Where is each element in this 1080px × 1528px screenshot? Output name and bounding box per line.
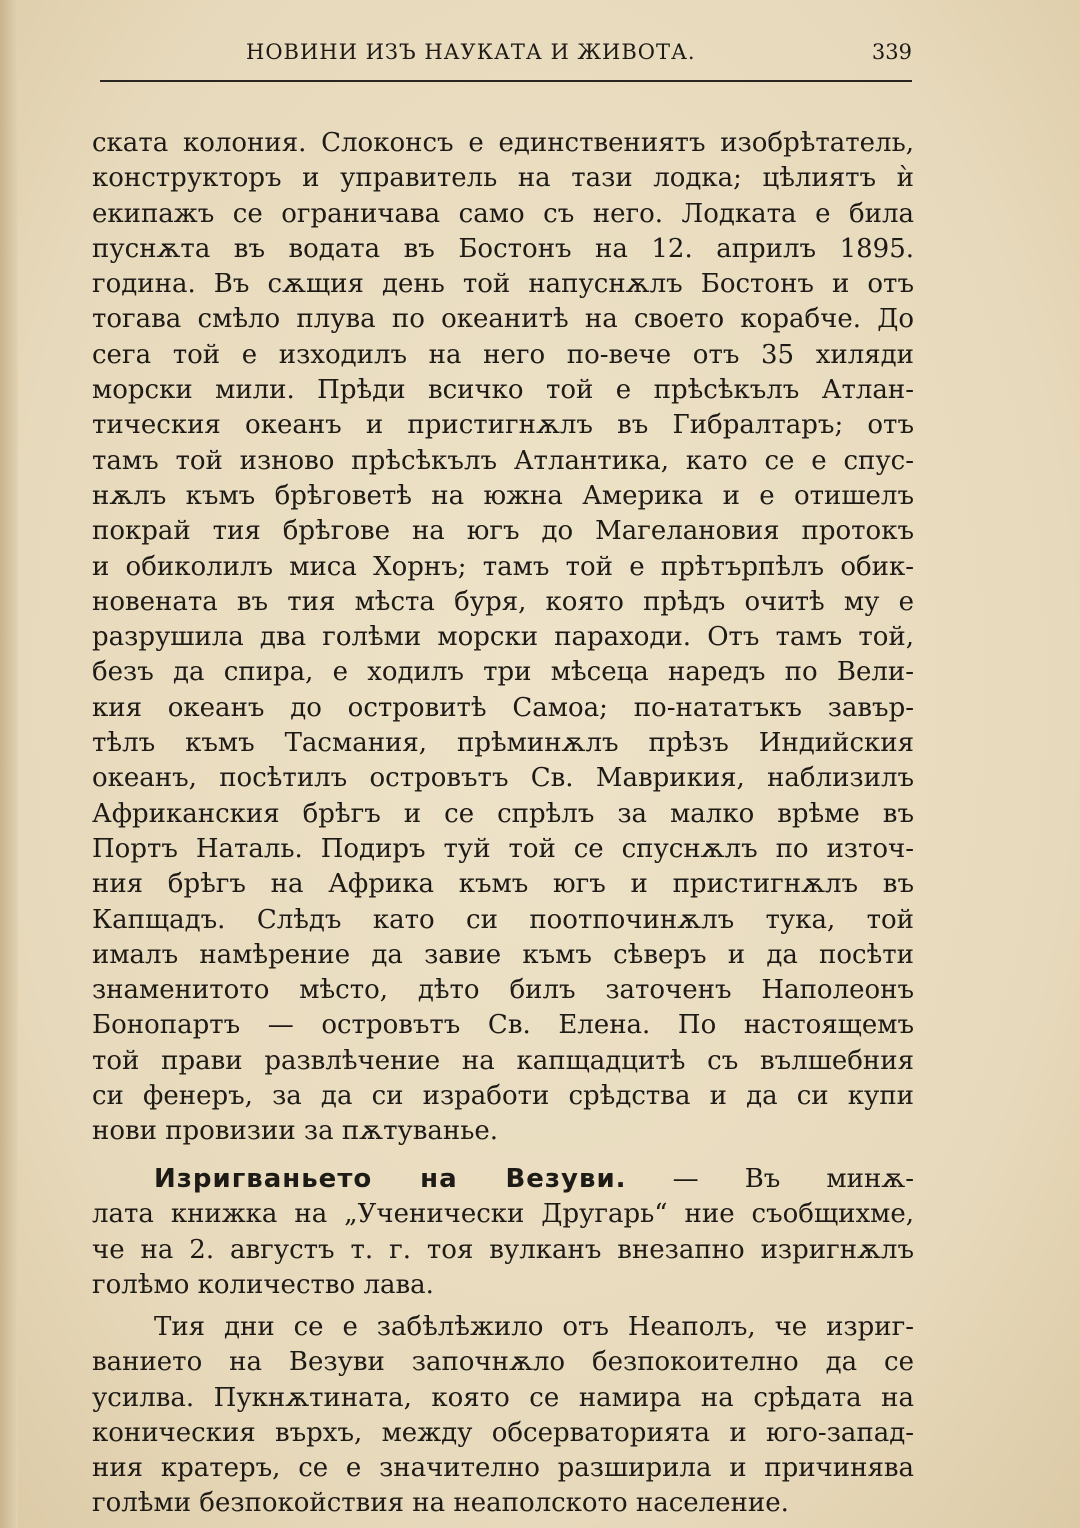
text-line: ния кратеръ, се е значително разширила и причинява [92, 1453, 914, 1484]
text-line: и обиколилъ миса Хорнъ; тамъ той е прѣтърпѣлъ обик- [92, 551, 914, 582]
text-line: ния брѣгъ на Африка къмъ югъ и пристигнѫлъ въ [92, 869, 914, 900]
text-line: ималъ намѣрение да завие къмъ сѣверъ и да посѣти [92, 939, 914, 970]
text-line: ската колония. Слоконсъ е единствениятъ изобрѣтатель, [92, 128, 914, 158]
text-line: екипажъ се ограничава само съ него. Лодката е била [92, 198, 914, 229]
text-line: той прави развлѣчение на капщадцитѣ съ вълшебния [92, 1045, 914, 1076]
paragraph-slocum-voyage [92, 126, 914, 1150]
text-line: година. Въ сѫщия день той напуснѫлъ Бостонъ и отъ [92, 269, 914, 300]
text-line: разрушила два голѣми морски параходи. Отъ тамъ той, [92, 622, 914, 653]
text-line: океанъ, посѣтилъ островътъ Св. Маврикия, наблизилъ [92, 763, 914, 794]
text-line: лата книжка на „Ученически Другарь“ ние съобщихме, [92, 1199, 914, 1230]
text-line: Капщадъ. Слѣдъ като си поотпочинѫлъ тука, той [92, 904, 914, 935]
text-line: безъ да спира, е ходилъ три мѣсеца наредъ по Вели- [92, 657, 914, 688]
text-line: кия океанъ до островитѣ Самоа; по-нататъкъ завър- [92, 692, 914, 723]
text-line: пуснѫта въ водата въ Бостонъ на 12. априлъ 1895. [92, 233, 914, 264]
text-line: коническия върхъ, между обсерваторията и юго-запад- [92, 1417, 914, 1448]
paragraph-vesuvius-intro [92, 1162, 914, 1303]
text-line: си фенеръ, за да си изработи срѣдства и да си купи [92, 1081, 914, 1112]
text-line: голѣмо количество лава. [92, 1269, 434, 1300]
text-line: Бонопартъ — островътъ Св. Елена. По настоящемъ [92, 1010, 914, 1041]
text-line [92, 1162, 914, 1197]
text-line: Портъ Наталь. Подиръ туй той се спуснѫлъ по източ- [92, 833, 914, 864]
running-title: НОВИНИ ИЗЪ НАУКАТА И ЖИВОТА. [246, 40, 696, 64]
text-line: нѫлъ къмъ брѣговетѣ на южна Америка и е отишелъ [92, 480, 914, 511]
text-line: морски мили. Прѣди всичко той е прѣсѣкълъ Атлан- [92, 375, 914, 406]
text-line: ванието на Везуви започнѫло безпокоително да се [92, 1347, 914, 1378]
text-line: покрай тия брѣгове на югъ до Магелановия протокъ [92, 516, 914, 547]
text-line: усилва. Пукнѫтината, която се намира на срѣдата на [92, 1382, 914, 1413]
text-line: тогава смѣло плува по океанитѣ на своето корабче. До [92, 304, 914, 335]
page-binding-edge [0, 0, 18, 1528]
section-heading: Изригваньето на Везуви. [154, 1164, 627, 1194]
heading-line-rest: — Въ минѫ- [626, 1164, 915, 1194]
text-line: конструкторъ и управитель на тази лодка; цѣлиятъ ѝ [92, 163, 914, 194]
text-line: нови провизии за пѫтуванье. [92, 1116, 499, 1147]
paragraph-vesuvius-eruption [92, 1310, 914, 1522]
text-line: знаменитото мѣсто, дѣто билъ заточенъ Наполеонъ [92, 975, 914, 1006]
text-line: тамъ той изново прѣсѣкълъ Атлантика, като се е спус- [92, 445, 914, 476]
text-line: голѣми безпокойствия на неаполското население. [92, 1488, 789, 1519]
page-header [100, 36, 912, 82]
page-number: 339 [871, 40, 912, 64]
text-line: тѣлъ къмъ Тасмания, прѣминѫлъ прѣзъ Индийския [92, 728, 914, 759]
text-line: новената въ тия мѣста буря, която прѣдъ очитѣ му е [92, 586, 914, 617]
text-line: Африканския брѣгъ и се спрѣлъ за малко врѣме въ [92, 798, 914, 829]
text-line: Тия дни се е забѣлѣжило отъ Неаполъ, че изриг- [154, 1312, 914, 1342]
text-line: тическия океанъ и пристигнѫлъ въ Гибралтаръ; отъ [92, 410, 914, 441]
text-line: че на 2. августъ т. г. тоя вулканъ внезапно изригнѫлъ [92, 1234, 914, 1265]
text-line: сега той е изходилъ на него по-вече отъ 35 хиляди [92, 339, 914, 370]
